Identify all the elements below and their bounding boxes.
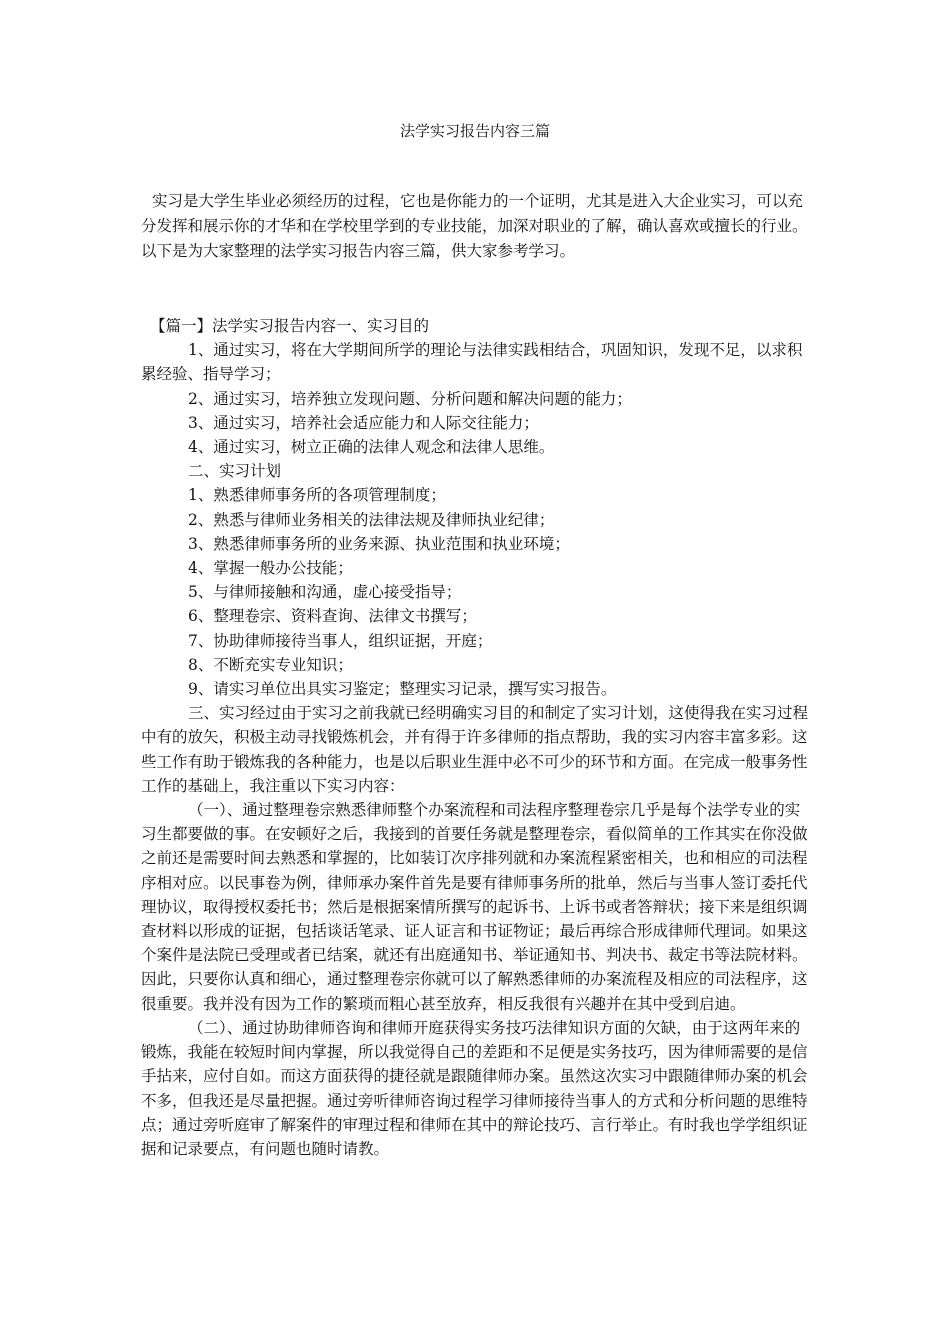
plan-item: 5、与律师接触和沟通，虚心接受指导； xyxy=(188,583,462,602)
content-paragraph: （二）、通过协助律师咨询和律师开庭获得实务技巧法律知识方面的欠缺，由于这两年来的锻炼，我能在较短时间内掌握，所以我觉得自己的差距和不足便是实务技巧，因为律师需要的是信手拈来，应付自如。而这方面获得的捷径就是跟随律师办案。虽然这次实习中跟随律师办案的机会不多，但我还是尽量把握。通过旁听律师咨询过程学习律师接待当事人的方式和分析问题的思维特点；通过旁听庭审了解案件的审理过程和律师在其中的辩论技巧、言行举止。有时我也学学组织证据和记录要点，有问题也随时请教。 xyxy=(141,1018,808,1158)
content-paragraph: 三、实习经过由于实习之前我就已经明确实习目的和制定了实习计划，这使得我在实习过程中有的放矢，积极主动寻找锻炼机会，并有得于许多律师的指点帮助，我的实习内容丰富多彩。这些工作有助于锻炼我的各种能力，也是以后职业生涯中必不可少的环节和方面。在完成一般事务性工作的基础上，我注重以下实习内容： xyxy=(141,704,809,795)
plan-item: 1、熟悉律师事务所的各项管理制度； xyxy=(188,486,446,505)
plan-item: 6、整理卷宗、资料查询、法律文书撰写； xyxy=(188,607,477,626)
plan-item: 7、协助律师接待当事人，组织证据，开庭； xyxy=(188,631,493,650)
purpose-item: 2、通过实习，培养独立发现问题、分析问题和解决问题的能力； xyxy=(188,389,632,408)
plan-item: 8、不断充实专业知识； xyxy=(188,655,353,674)
purpose-item: 4、通过实习，树立正确的法律人观念和法律人思维。 xyxy=(188,438,555,457)
section-heading-plan: 二、实习计划 xyxy=(188,462,282,481)
plan-item: 2、熟悉与律师业务相关的法律法规及律师执业纪律； xyxy=(188,510,555,529)
intro-paragraph: 实习是大学生毕业必须经历的过程，它也是你能力的一个证明，尤其是进入大企业实习，可以充分发挥和展示你的才华和在学校里学到的专业技能，加深对职业的了解，确认喜欢或擅长的行业。以下是为大家整理的法学实习报告内容三篇，供大家参考学习。 xyxy=(141,192,808,260)
plan-item: 4、掌握一般办公技能； xyxy=(188,559,353,578)
chapter-heading: 【篇一】法学实习报告内容一、实习目的 xyxy=(150,317,430,335)
content-paragraph: （一）、通过整理卷宗熟悉律师整个办案流程和司法程序整理卷宗几乎是每个法学专业的实习生都要做的事。在安顿好之后，我接到的首要任务就是整理卷宗，看似简单的工作其实在你没做之前还是需要时间去熟悉和掌握的，比如装订次序排列就和办案流程紧密相关，也和相应的司法程序相对应。以民事卷为例，律师承办案件首先是要有律师事务所的批单，然后与当事人签订委托代理协议，取得授权委托书；然后是根据案情所撰写的起诉书、上诉书或者答辩状；接下来是组织调查材料以形成的证据，包括谈话笔录、证人证言和书证物证；最后再综合形成律师代理词。如果这个案件是法院已受理或者已结案，就还有出庭通知书、举证通知书、判决书、裁定书等法院材料。因此，只要你认真和细心，通过整理卷宗你就可以了解熟悉律师的办案流程及相应的司法程序，这很重要。我并没有因为工作的繁琐而粗心甚至放弃，相反我很有兴趣并在其中受到启迪。 xyxy=(141,801,808,1013)
purpose-item: 1、通过实习，将在大学期间所学的理论与法律实践相结合，巩固知识，发现不足，以求积累经验、指导学习； xyxy=(141,341,803,384)
document-title: 法学实习报告内容三篇 xyxy=(399,122,550,140)
plan-item: 9、请实习单位出具实习鉴定；整理实习记录，撰写实习报告。 xyxy=(188,680,617,699)
plan-item: 3、熟悉律师事务所的业务来源、执业范围和执业环境； xyxy=(188,534,570,553)
purpose-item: 3、通过实习，培养社会适应能力和人际交往能力； xyxy=(188,413,539,432)
document-body xyxy=(141,314,811,1161)
